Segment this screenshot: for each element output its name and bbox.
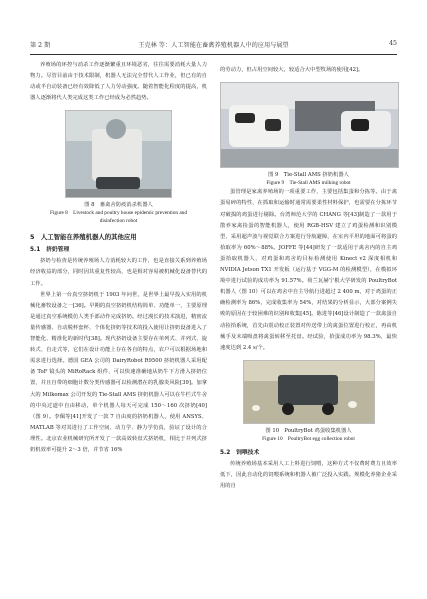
figure-8-caption-cn: 图 8 畜禽舍防疫消杀机器人 (84, 202, 153, 209)
figure-9-caption-cn: 图 9 Tie-Stall AMS 挤奶机器人 (268, 172, 349, 179)
paragraph: 传统养殖场基本采用人工上料进行饲喂，这种方式不仅费时费力且效率低下，因此自动化的饲喂系统和机器人被广泛投入实践。规模化养猪企业采用的自 (220, 460, 397, 489)
header-rule (30, 54, 397, 55)
running-title: 王克林 等：人工智能在畜禽养殖机器人中的应用与展望 (138, 42, 289, 49)
page-header (30, 40, 397, 52)
paragraph: 养殖场的环控与消杀工作逐渐繁重且环境恶劣，往往需要消耗大量人力物力。尽管目前由于技术限制，机器人无法完全替代人工作业，但已有的自动或半自动装备已经有效降低了人力劳动强度。随着智能化程度的提高，机器人逐渐将代人类完成这类工作已经成为必然趋势。 (30, 62, 207, 102)
figure-9-image (220, 82, 399, 168)
figure-9-caption-en: Figure 9 Tie-Stall AMS milking robot (266, 180, 351, 187)
figure-10-image (243, 360, 375, 424)
section-5-1-heading: 5.1 挤奶管理 (30, 247, 70, 254)
section-5-heading: 5 人工智能在养殖机器人的其他应用 (30, 233, 137, 242)
figure-10 (220, 360, 397, 443)
issue-number: 第 2 期 (30, 42, 51, 49)
figure-10-caption-en: Figure 10 PoultryBot egg collection robot (262, 435, 355, 442)
section-5-2-heading: 5.2 饲喂技术 (220, 449, 260, 456)
paragraph: 挤奶与检查是传统养殖场人力消耗较大的工作，也是直接关系到养殖场经济收益的部分，同时因其重复性较高，也是相对容易被机械化设备替代的工作。 (30, 258, 207, 287)
figure-8-image (65, 110, 172, 198)
figure-10-caption-cn: 图 10 PoultryBot 鸡蛋收集机器人 (265, 427, 352, 434)
figure-9 (220, 82, 397, 187)
figure-8-caption-en: Figure 8 Livestock and poultry house epidemic prevention and disinfection robot (50, 210, 187, 225)
paragraph: 的劳动力，但占用空间较大，较适合大中型牧场的使用[42]。 (220, 67, 364, 74)
figure-8 (30, 110, 207, 225)
right-column (220, 60, 397, 492)
paragraph: 世界上第一台真空挤奶机于 1903 年问世，是世界上最早投入实用的机械化畜牧设备之一[36]。早期的真空挤奶机结构简单、功能单一，主要原理是通过真空系统模仿人类手部动作完成挤奶。经过漫长的技术演进，精密流量传感器、自动脱杯套杯、个体化挤奶等技术的投入使用让挤奶设备进入了智能化、精准化的新时代[38]。现代挤奶设备主要存在单列式、并列式、旋转式、自走式等，它们在设计功能上存在各自的特点，农户可以根据场地和需求进行选择。德国 GEA 公司的 DairyRobot R9500 挤奶机器人采用配备 ToF 镜头的 MiRoRack 组件，可以快速准确地从奶牛下方滑入挤奶位置，并且自带的细胞计数分类传感器可以检测潜在的乳腺炎风险[39]。加拿大的 Milkomax 公司开发的 Tie-Stall AMS 挤奶机器人可以在牛栏式牛舍的中央过道中自由移动，单个机器人每天可完成 150～160 次挤奶[40]（图 9）。李佩等[41]开发了一款 7 自由度的挤奶机器人，使用 ANSYS、MATLAB 等对其进行了工作空间、动力学、静力学仿真，验证了设计的合理性。北京农业机械研究所开发了一款高效转盘式挤奶机，相比于并列式挤奶机效率可提升 2～3 倍，并节省 16% (30, 291, 207, 453)
page-number: 45 (389, 40, 397, 47)
paragraph: 蛋管理是家禽养殖场的一项重要工作，主要包括集蛋和分拣等。由于禽蛋易碎的特性，在抓取和运输时通常需要柔性材料保护，也需要在分拣环节对破损的鸡蛋进行剔除。台湾师范大学的 CHANG 等[43]制造了一款用于散养家禽捡蛋的智能机器人，使用 RGB-HSV 建立了鸡蛋检测和识别模型，采用超声波与视觉联合方案进行导航避障，在室内平坦的地面可将蛋的拾取率为 60%～88%。JOFFE 等[44]研发了一款适用于禽舍内的自主鸡蛋拾取机器人，对鸡蛋和鸡舍的目标检测使用 Kinect v2 深度相机和 NVIDIA Jetson TX1 开发板（运行基于 VGG-M 的检测模型），在模拟环境中进行试验的成功率为 91.57%。荷兰瓦赫宁根大学研发的 PoultryBot 机器人（图 10）可以在鸡舍中自主导航行进超过 2 400 m，对于鸡蛋的正确检测率为 86%，完成收集率为 54%，对结果的分析显示，大部分案例失败的原因在于较困难的识别和收集[45]。陈进等[46]设计制造了一款禽蛋自动捡拾系统，首先由震动校正装置对传送带上的禽蛋位置进行校正，再由机械手及末端吸盘将禽蛋转移至托盘。经试验，拾蛋成功率为 98.3%，最快速度达到 2.4 s/个。 (220, 189, 397, 351)
left-column (30, 60, 207, 456)
